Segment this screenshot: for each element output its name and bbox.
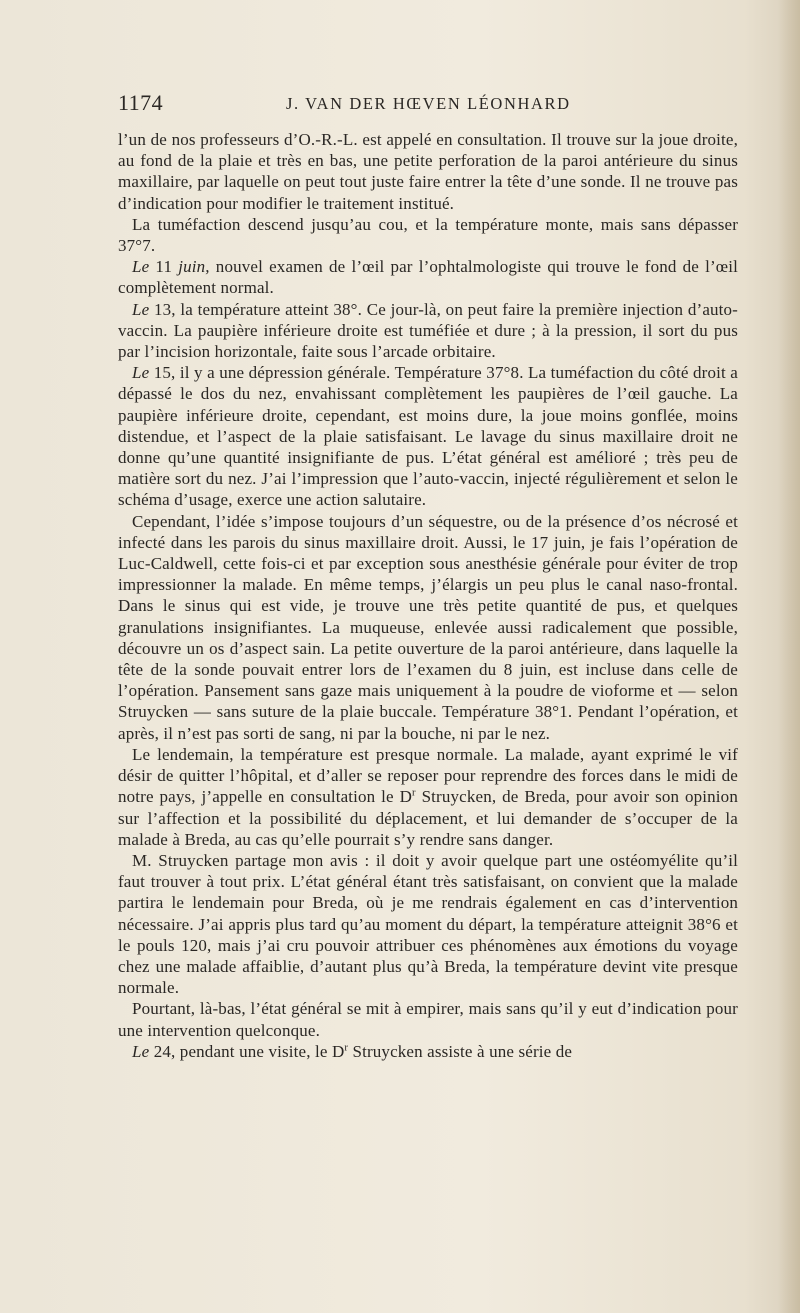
text-run: Le lendemain, la température est presque normale. La malade, ayant exprimé le vif désir de quitter l’hôpital, et d’aller se reposer pour reprendre des forces dans le midi de notre pays, j’appelle en consultation le D <box>118 744 738 807</box>
body-text <box>118 129 738 1062</box>
page-edge-shadow <box>778 0 800 1313</box>
superscript-text: r <box>344 1042 349 1054</box>
text-run: 11 <box>149 257 179 277</box>
paragraph-6 <box>118 511 738 744</box>
paragraph-7 <box>118 744 738 850</box>
text-run: M. Struycken partage mon avis : il doit y avoir quelque part une ostéomyélite qu’il faut trouver à tout prix. L’état général étant très satisfaisant, on convient que la malade partira le lendemain pour Breda, où je me rendrais également en cas d’intervention nécessaire. J’ai appris plus tard qu’au moment du départ, la température atteignit 38°6 et le pouls 120, mais j’ai cru pouvoir attribuer ces phénomènes aux émotions du voyage chez une malade affaiblie, d’autant plus qu’à Breda, la température devint vite presque normale. <box>118 850 738 998</box>
paragraph-10 <box>118 1041 738 1062</box>
italic-text: juin, <box>178 257 210 277</box>
paragraph-9 <box>118 998 738 1040</box>
paragraph-1 <box>118 129 738 214</box>
italic-text: Le <box>132 257 150 277</box>
text-run: La tuméfaction descend jusqu’au cou, et la température monte, mais sans dépasser 37°7. <box>118 214 738 256</box>
italic-text: Le <box>132 363 150 383</box>
italic-text: Le <box>132 299 150 319</box>
running-title: J. VAN DER HŒVEN LÉONHARD <box>286 94 571 113</box>
text-run: 15, il y a une dépression générale. Température 37°8. La tuméfaction du côté droit a dépassé le dos du nez, envahissant complètement les paupières de l’œil gauche. La paupière inférieure droite, cependant, est moins dure, la joue moins gonflée, moins distendue, et l’aspect de la plaie satisfaisant. Le lavage du sinus maxillaire droit ne donne qu’une quantité insignifiante de pus. L’état général est amélioré ; très peu de matière sort du nez. J’ai l’impression que l’auto-vaccin, injecté régulièrement et selon le schéma d’usage, exerce une action salutaire. <box>118 363 738 510</box>
text-run: nouvel examen de l’œil par l’ophtalmologiste qui trouve le fond de l’œil complètement normal. <box>118 257 738 298</box>
paragraph-3 <box>118 256 738 298</box>
text-run: Cependant, l’idée s’impose toujours d’un séquestre, ou de la présence d’os nécrosé et infecté dans les parois du sinus maxillaire droit. Aussi, le 17 juin, je fais l’opération de Luc-Caldwell, cette fois-ci et par exception sous anesthésie générale pour éviter de trop impressionner la malade. En même temps, j’élargis un peu plus le canal naso-frontal. Dans le sinus qui est vide, je trouve une très petite quantité de pus, et quelques granulations insignifiantes. La muqueuse, enlevée aussi radicalement que possible, découvre un os d’aspect sain. La petite ouverture de la paroi antérieure, dans laquelle la tête de la sonde pouvait entrer lors de l’examen du 8 juin, est incluse dans celle de l’opération. Pansement sans gaze mais uniquement à la poudre de vioforme et — selon Struycken — sans suture de la plaie buccale. Température 38°1. Pendant l’opération, et après, il n’est pas sorti de sang, ni par la bouche, ni par le nez. <box>118 511 738 743</box>
paragraph-2 <box>118 214 738 256</box>
italic-text: Le <box>132 1041 150 1061</box>
text-run: l’un de nos professeurs d’O.-R.-L. est appelé en consultation. Il trouve sur la joue droite, au fond de la plaie et très en bas, une petite perforation de la paroi antérieure du sinus maxillaire, par laquelle on peut tout juste faire entrer la tête d’une sonde. Il ne trouve pas d’indication pour modifier le traitement institué. <box>118 130 738 213</box>
paragraph-5 <box>118 362 738 510</box>
superscript-text: r <box>412 787 416 799</box>
paragraph-4 <box>118 299 738 363</box>
page-number: 1174 <box>118 90 164 115</box>
text-run: 13, la température atteint 38°. Ce jour-là, on peut faire la première injection d’auto-vaccin. La paupière inférieure droite est tuméfiée et dure ; à la pression, il sort du pus par l’incision horizontale, faite sous l’arcade orbitaire. <box>118 299 738 362</box>
text-run: 24, pendant une visite, le D <box>149 1041 345 1061</box>
text-run: Struycken, de Breda, pour avoir son opinion sur l’affection et la possibilité du déplacement, et lui demander de s’occuper de la malade à Breda, au cas qu’elle pourrait s’y rendre sans danger. <box>118 787 738 849</box>
running-head <box>118 90 738 116</box>
paragraph-8 <box>118 850 738 998</box>
text-run: Struycken assiste à une série de <box>348 1041 573 1061</box>
text-run: Pourtant, là-bas, l’état général se mit à empirer, mais sans qu’il y eut d’indication pour une intervention quelconque. <box>118 999 738 1040</box>
